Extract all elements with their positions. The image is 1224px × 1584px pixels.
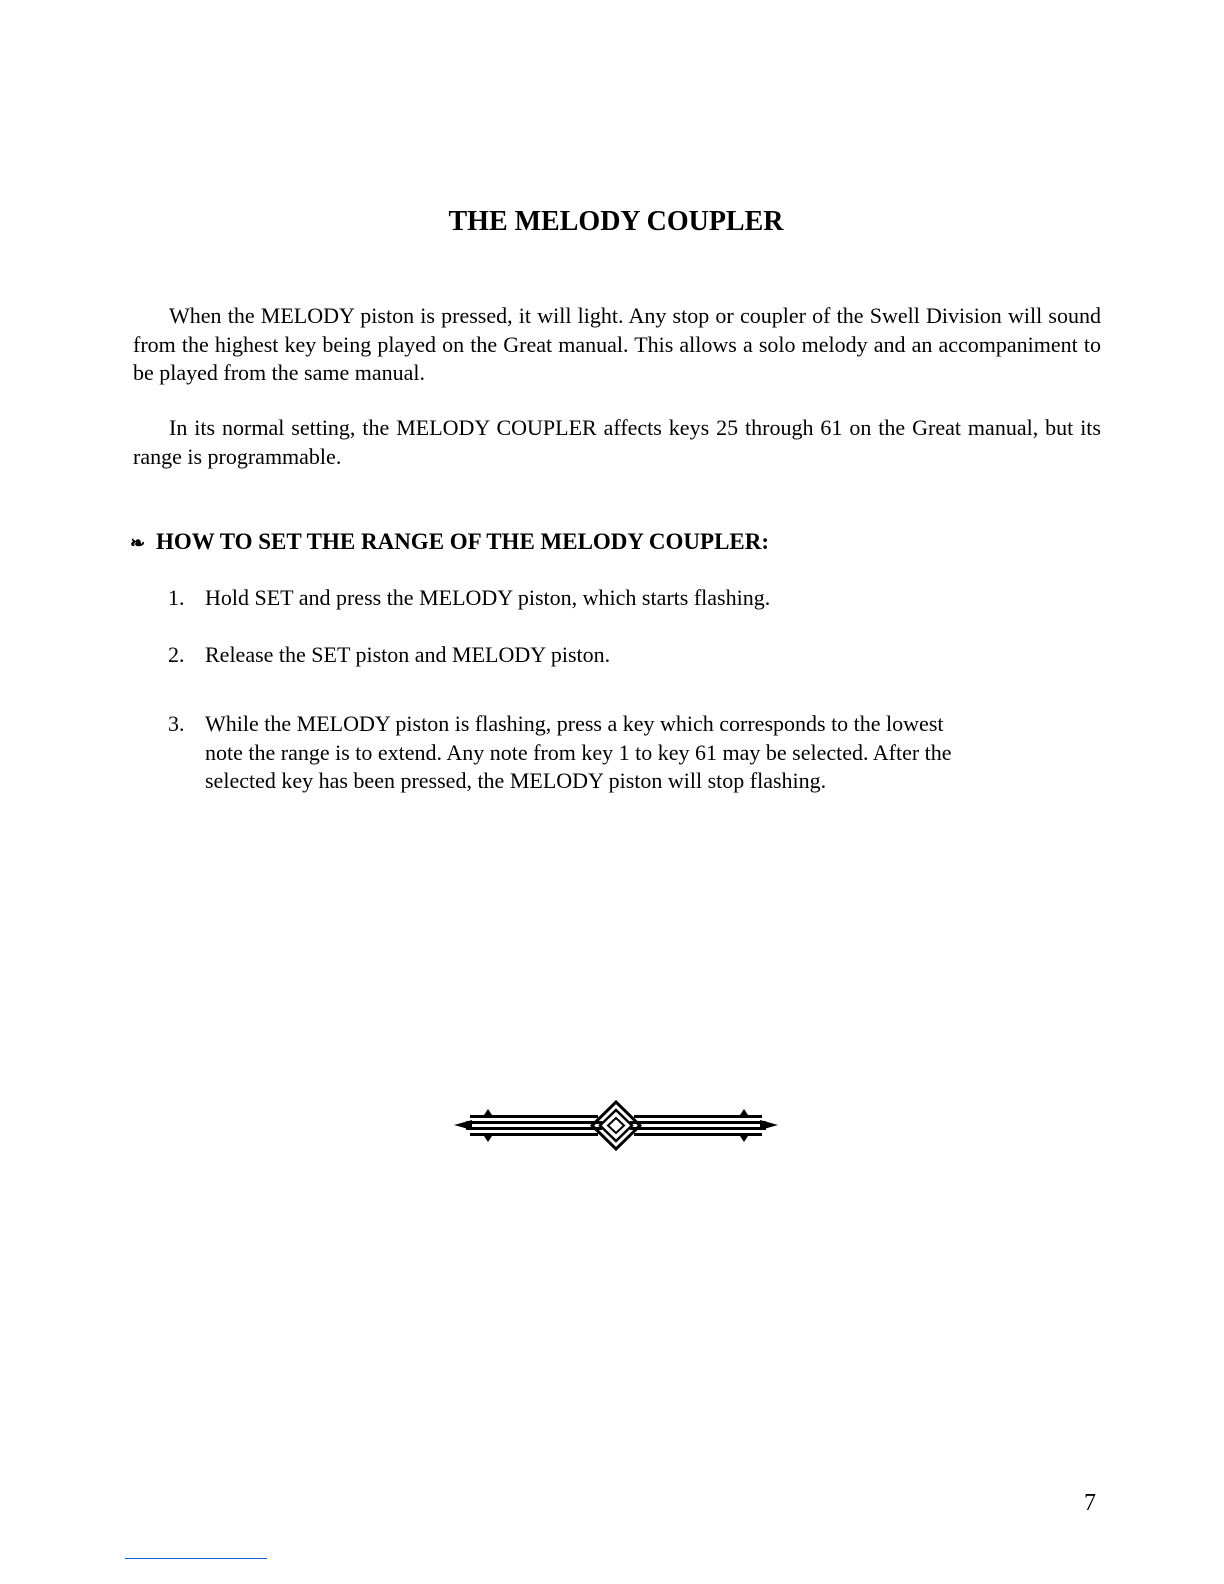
step-text: Release the SET piston and MELODY piston.	[205, 642, 611, 667]
intro-paragraph-text: When the MELODY piston is pressed, it will light. Any stop or coupler of the Swell Division will sound from the highest key being played on the Great manual. This allows a solo melody and an accompaniment to be played from the same manual.	[133, 303, 1101, 385]
step-text: Hold SET and press the MELODY piston, which starts flashing.	[205, 585, 771, 610]
section-heading-text: HOW TO SET THE RANGE OF THE MELODY COUPLER:	[156, 529, 770, 554]
footer-rule	[125, 1558, 267, 1559]
intro-paragraph	[133, 302, 1101, 388]
page-number: 7	[1084, 1490, 1096, 1516]
fleuron-bullet-icon: ❧	[130, 533, 146, 553]
list-item	[168, 641, 958, 670]
list-item	[168, 710, 958, 796]
step-text: While the MELODY piston is flashing, press a key which corresponds to the lowest note the range is to extend. Any note from key 1 to key 61 may be selected. After the selected key has been pressed, the MELODY piston will stop flashing.	[205, 711, 952, 793]
range-paragraph-text: In its normal setting, the MELODY COUPLER affects keys 25 through 61 on the Great manual, but its range is programmable.	[133, 415, 1101, 469]
page-title: THE MELODY COUPLER	[448, 206, 784, 237]
decorative-divider-icon	[452, 1100, 780, 1152]
step-number: 2.	[168, 642, 185, 667]
step-number: 1.	[168, 585, 185, 610]
list-item	[168, 584, 958, 613]
section-heading	[130, 527, 769, 558]
step-number: 3.	[168, 711, 185, 736]
range-paragraph	[133, 414, 1101, 471]
